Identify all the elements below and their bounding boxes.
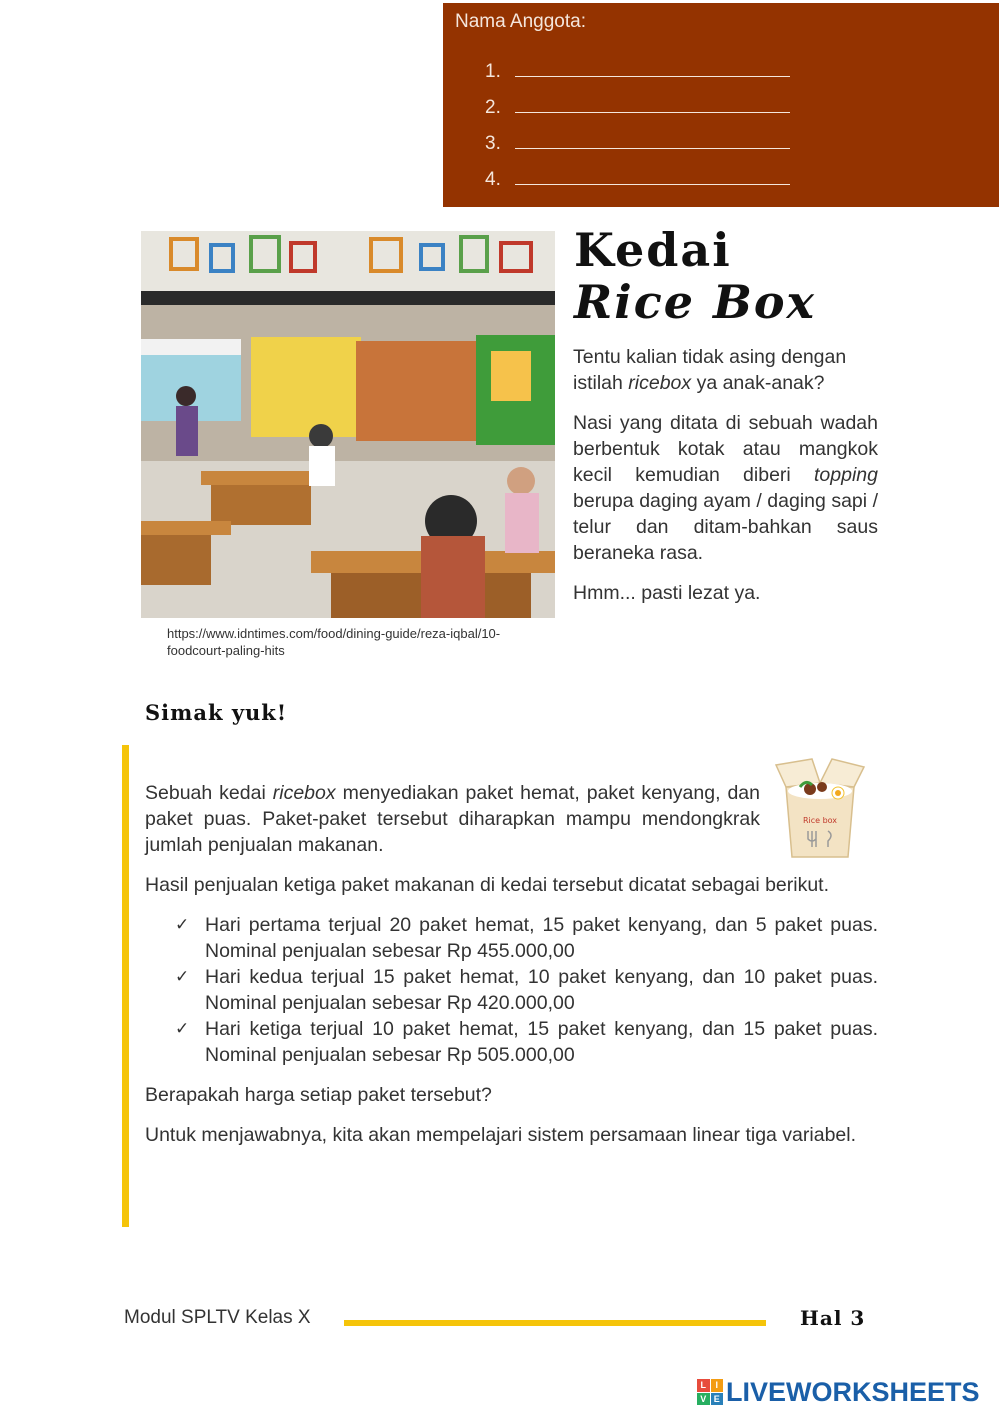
- list-item: ✓ Hari kedua terjual 15 paket hemat, 10 paket kenyang, dan 10 paket puas. Nominal penjualan sebesar Rp 420.000,00: [175, 966, 878, 1014]
- check-icon: ✓: [175, 967, 190, 987]
- page-title: [574, 224, 816, 328]
- section-accent-bar: [122, 745, 129, 1227]
- section-paragraph-1: Sebuah kedai ricebox menyediakan paket hemat, paket kenyang, dan paket puas. Paket-paket tersebut diharapkan mampu mendongkrak jumlah penjualan makanan.: [145, 782, 760, 856]
- section-paragraph-4: Untuk menjawabnya, kita akan mempelajari sistem persamaan linear tiga variabel.: [145, 1124, 857, 1146]
- intro-paragraph-1: Tentu kalian tidak asing dengan istilah ricebox ya anak-anak?: [573, 346, 847, 394]
- photo-caption: https://www.idntimes.com/food/dining-guide/reza-iqbal/10-foodcourt-paling-hits: [167, 626, 501, 658]
- member-line-3[interactable]: 3.: [485, 133, 790, 155]
- intro-text: [573, 344, 878, 620]
- footer-module-name: Modul SPLTV Kelas X: [124, 1307, 311, 1328]
- sales-list: [145, 912, 878, 1068]
- member-blank[interactable]: [515, 133, 790, 149]
- brand-name: LIVEWORKSHEETS: [726, 1376, 980, 1407]
- member-blank[interactable]: [515, 61, 790, 77]
- intro-paragraph-2: Nasi yang ditata di sebuah wadah berbentuk kotak atau mangkok kecil kemudian diberi topping berupa daging ayam / daging sapi / telur dan ditam-bahkan saus beraneka rasa.: [573, 412, 878, 564]
- list-item: ✓ Hari pertama terjual 20 paket hemat, 15 paket kenyang, dan 5 paket puas. Nominal penjualan sebesar Rp 455.000,00: [175, 914, 878, 962]
- title-line-1: Kedai: [574, 223, 732, 277]
- members-title: Nama Anggota:: [455, 11, 586, 32]
- section-paragraph-2: Hasil penjualan ketiga paket makanan di kedai tersebut dicatat sebagai berikut.: [145, 874, 830, 896]
- section-question: Berapakah harga setiap paket tersebut?: [145, 1084, 492, 1106]
- member-blank[interactable]: [515, 169, 790, 185]
- liveworksheets-logo[interactable]: [697, 1376, 980, 1408]
- check-icon: ✓: [175, 915, 190, 935]
- title-line-2: Rice Box: [574, 275, 816, 329]
- member-line-4[interactable]: 4.: [485, 169, 790, 191]
- ricebox-label: Rice box: [802, 816, 838, 825]
- liveworksheets-icon: L I V E: [697, 1379, 723, 1405]
- foodcourt-photo: [141, 231, 555, 618]
- footer-accent-bar: [344, 1320, 766, 1326]
- member-blank[interactable]: [515, 97, 790, 113]
- check-icon: ✓: [175, 1019, 190, 1039]
- members-box: [443, 3, 999, 207]
- member-line-2[interactable]: 2.: [485, 97, 790, 119]
- intro-paragraph-3: Hmm... pasti lezat ya.: [573, 582, 761, 604]
- footer-page-number: Hal 3: [800, 1306, 866, 1330]
- list-item: ✓ Hari ketiga terjual 10 paket hemat, 15 paket kenyang, dan 15 paket puas. Nominal penjualan sebesar Rp 505.000,00: [175, 1018, 878, 1066]
- section-content: [145, 780, 878, 1162]
- member-line-1[interactable]: 1.: [485, 61, 790, 83]
- section-title: Simak yuk!: [145, 700, 288, 725]
